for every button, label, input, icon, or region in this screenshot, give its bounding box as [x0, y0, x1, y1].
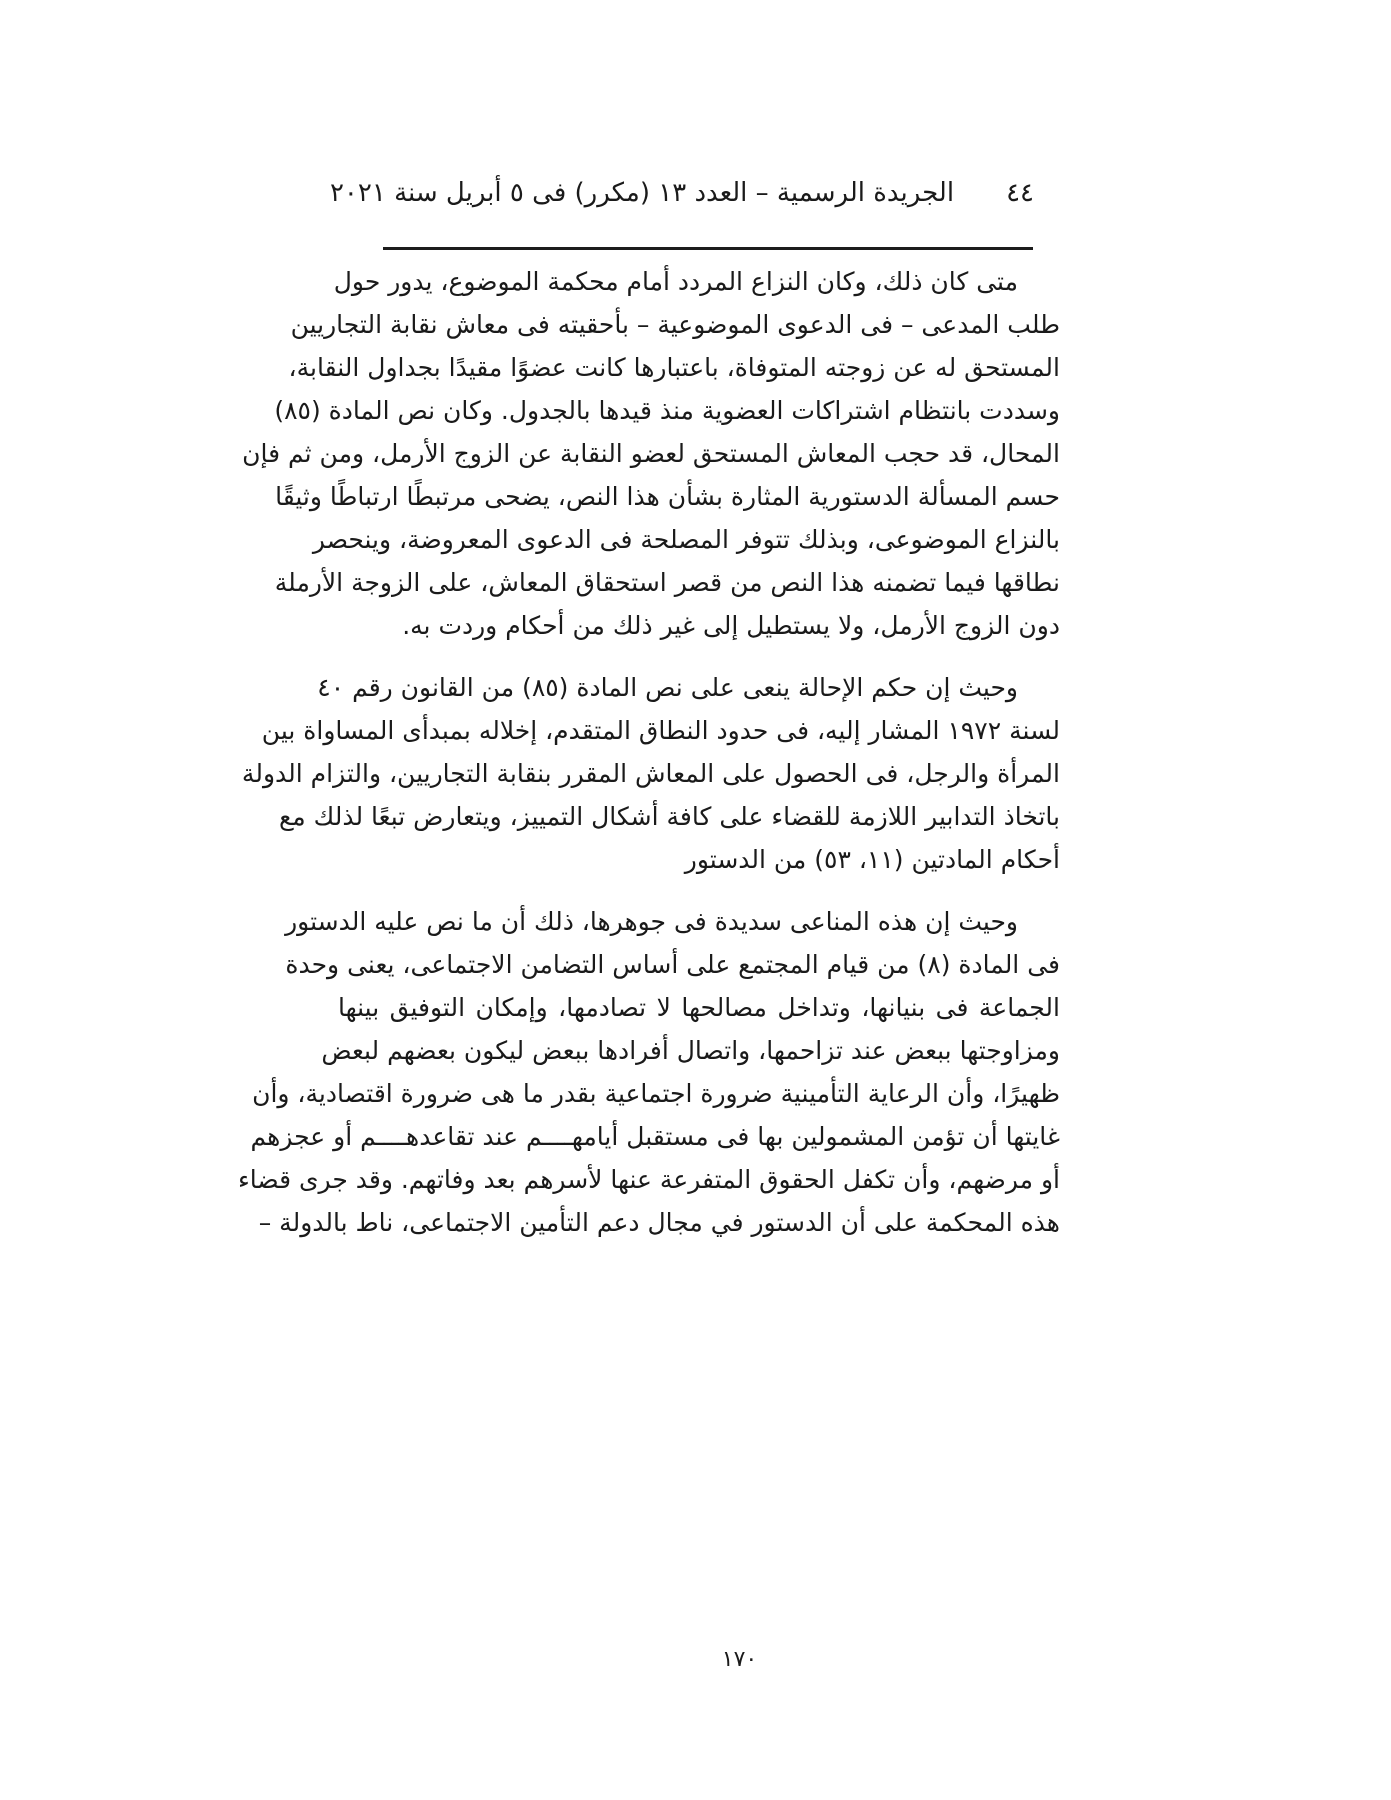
header-page-number: ٤٤ [1006, 178, 1034, 208]
text-line: وسددت بانتظام اشتراكات العضوية منذ قيدها بالجدول. وكان نص المادة (٨٥) [274, 396, 1060, 425]
text-line: حسم المسألة الدستورية المثارة بشأن هذا النص، يضحى مرتبطًا ارتباطًا وثيقًا [275, 482, 1060, 511]
text-line: المرأة والرجل، فى الحصول على المعاش المقرر بنقابة التجاريين، والتزام الدولة [241, 759, 1060, 788]
footer-page-number: ١٧٠ [721, 1647, 758, 1672]
text-line: باتخاذ التدابير اللازمة للقضاء على كافة أشكال التمييز، ويتعارض تبعًا لذلك مع [279, 802, 1060, 831]
page-header [329, 176, 1058, 210]
header-title: الجريدة الرسمية – العدد ١٣ (مكرر) فى ٥ أبريل سنة ٢٠٢١ [329, 178, 955, 208]
text-line: وحيث إن هذه المناعى سديدة فى جوهرها، ذلك أن ما نص عليه الدستور [285, 907, 1018, 936]
text-line: متى كان ذلك، وكان النزاع المردد أمام محكمة الموضوع، يدور حول [333, 267, 1018, 296]
paragraph-2 [241, 666, 1060, 881]
text-line: هذه المحكمة على أن الدستور في مجال دعم التأمين الاجتماعى، ناط بالدولة – [258, 1208, 1060, 1237]
text-line: وحيث إن حكم الإحالة ينعى على نص المادة (٨٥) من القانون رقم ٤٠ [317, 673, 1018, 702]
text-line: أحكام المادتين (١١، ٥٣) من الدستور [684, 845, 1060, 874]
paragraph-1 [242, 260, 1060, 647]
header-rule [383, 247, 1033, 250]
text-line: دون الزوج الأرمل، ولا يستطيل إلى غير ذلك من أحكام وردت به. [402, 611, 1060, 640]
text-line: نطاقها فيما تضمنه هذا النص من قصر استحقاق المعاش، على الزوجة الأرملة [274, 568, 1060, 597]
page-footer [0, 1645, 1391, 1675]
text-line: لسنة ١٩٧٢ المشار إليه، فى حدود النطاق المتقدم، إخلاله بمبدأى المساواة بين [261, 716, 1060, 745]
text-line: المستحق له عن زوجته المتوفاة، باعتبارها كانت عضوًا مقيدًا بجداول النقابة، [288, 353, 1060, 382]
text-line: بالنزاع الموضوعى، وبذلك تتوفر المصلحة فى الدعوى المعروضة، وينحصر [312, 525, 1060, 554]
document-body [238, 260, 1060, 1244]
text-line: طلب المدعى – فى الدعوى الموضوعية – بأحقيته فى معاش نقابة التجاريين [290, 310, 1060, 339]
text-line: أو مرضهم، وأن تكفل الحقوق المتفرعة عنها لأسرهم بعد وفاتهم. وقد جرى قضاء [238, 1165, 1060, 1194]
text-line: المحال، قد حجب المعاش المستحق لعضو النقابة عن الزوج الأرمل، ومن ثم فإن [242, 439, 1060, 468]
text-line: ومزاوجتها ببعض عند تزاحمها، واتصال أفرادها ببعض ليكون بعضهم لبعض [321, 1036, 1060, 1065]
text-line: ظهيرًا، وأن الرعاية التأمينية ضرورة اجتماعية بقدر ما هى ضرورة اقتصادية، وأن [252, 1079, 1060, 1108]
text-line: غايتها أن تؤمن المشمولين بها فى مستقبل أيامهــــم عند تقاعدهــــم أو عجزهم [250, 1122, 1060, 1151]
text-line: الجماعة فى بنيانها، وتداخل مصالحها لا تصادمها، وإمكان التوفيق بينها [338, 993, 1060, 1022]
text-line: فى المادة (٨) من قيام المجتمع على أساس التضامن الاجتماعى، يعنى وحدة [285, 950, 1060, 979]
paragraph-3 [238, 900, 1060, 1244]
